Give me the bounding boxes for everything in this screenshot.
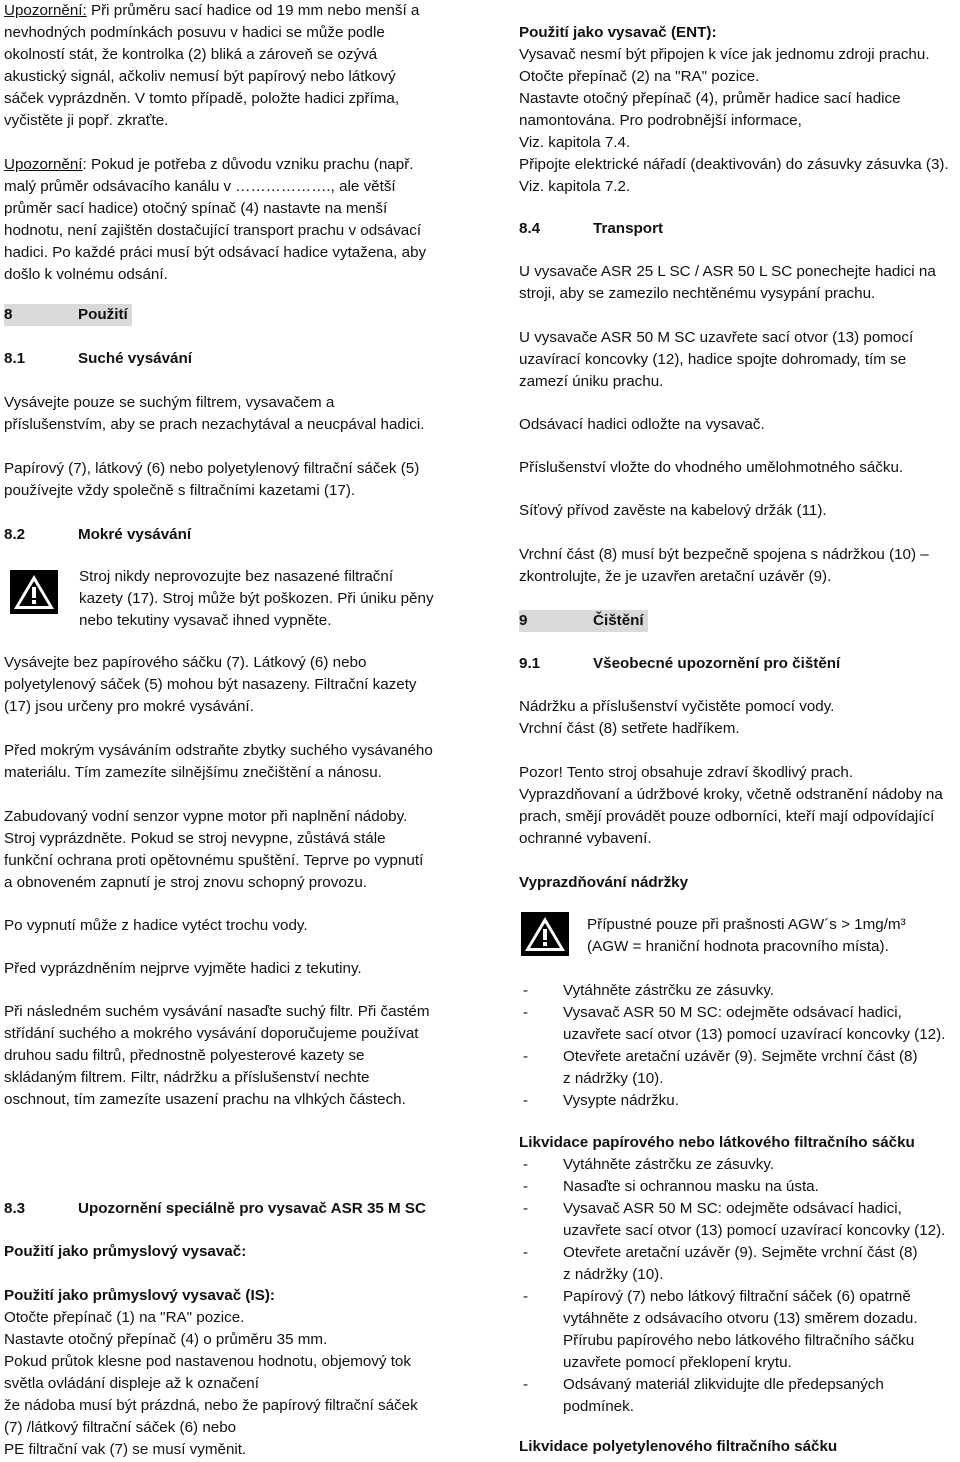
section-number: 8.3: [4, 1200, 26, 1217]
warning-label: Upozornění: [4, 156, 83, 173]
text-line: [4, 110, 442, 132]
section-title: Suché vysávání: [78, 350, 192, 367]
section-9-1-heading: [519, 653, 840, 675]
list-item: [519, 1002, 960, 1024]
section-number: 8.2: [4, 526, 26, 543]
section-title: Čištění: [593, 612, 644, 629]
text-line: Vysávejte bez papírového sáčku (7). Látkový (6) nebo: [4, 654, 367, 671]
line-text: Při průměru sací hadice od 19 mm nebo menší a: [86, 2, 420, 19]
list-item-text: Vysavač ASR 50 M SC: odejměte odsávací hadici,: [563, 1004, 902, 1021]
text-line: U vysavače ASR 50 M SC uzavřete sací otvor (13) pomocí: [519, 329, 914, 346]
text-line: [4, 264, 442, 286]
paragraph-industrial-is: [4, 1307, 442, 1461]
list-item: [519, 1396, 960, 1418]
list-item-text: podmínek.: [563, 1398, 634, 1415]
paragraph-clean-caution: [519, 762, 960, 850]
line-text: : Pokud je potřeba z důvodu vzniku prachu (např.: [82, 156, 414, 173]
text-line: Viz. kapitola 7.4.: [519, 134, 631, 151]
text-line: zkontrolujte, že je uzavřen aretační uzávěr (9).: [519, 568, 832, 585]
text-line: prach, smějí provádět pouze odborníci, kteří mají odpovídající: [519, 808, 935, 825]
industrial-is-title: Použití jako průmyslový vysavač (IS):: [4, 1287, 275, 1304]
paragraph-dry-filter: [4, 392, 442, 436]
text-line: funkční ochrana proti opětovnému spuštění. Teprve po vypnutí: [4, 852, 424, 869]
text-line: střídání suchého a mokrého vysávání doporučujeme používat: [4, 1025, 419, 1042]
text-line: [4, 22, 442, 44]
text-line: [4, 198, 442, 220]
line-text: sáček vyprázdněn. V tomto případě, položte hadici zpříma,: [4, 90, 400, 107]
text-line: Po vypnutí může z hadice vytéct trochu vody.: [4, 917, 308, 934]
list-item-text: uzavřete pomocí překlopení krytu.: [563, 1354, 792, 1371]
list-item: [519, 1176, 960, 1198]
list-item: [519, 1068, 960, 1090]
text-line: světla ovládání displeje až k označení: [4, 1375, 259, 1392]
section-number: 8: [4, 306, 13, 323]
text-line: Vysavač nesmí být připojen k více jak jednomu zdroji prachu.: [519, 46, 930, 63]
line-text: průměr sací hadice) otočný spínač (4) nastavte na menší: [4, 200, 388, 217]
line-text: malý průměr odsávacího kanálu v ………………., ale větší: [4, 178, 396, 195]
dash-bullet: -: [523, 1376, 529, 1393]
section-title: Transport: [593, 220, 664, 237]
dash-bullet: -: [523, 1004, 529, 1021]
text-line: Přípustné pouze při prašnosti AGW´s > 1mg/m³: [587, 916, 906, 933]
industrial-use-title: Použití jako průmyslový vysavač:: [4, 1243, 247, 1260]
dash-bullet: -: [523, 1156, 529, 1173]
line-text: nevhodných podmínkách posuvu v hadici se může podle: [4, 24, 385, 41]
paragraph-empty-hose: [4, 958, 442, 980]
list-item-text: Papírový (7) nebo látkový filtrační sáček (6) opatrně: [563, 1288, 911, 1305]
text-line: Stroj vyprázdněte. Pokud se stroj nevypne, zůstává stále: [4, 830, 386, 847]
text-line: Vrchní část (8) musí být bezpečně spojena s nádržkou (10) –: [519, 546, 929, 563]
paragraph-transport-accessories: [519, 457, 960, 479]
list-item-text: Vytáhněte zástrčku ze zásuvky.: [563, 1156, 775, 1173]
list-item: [519, 1352, 960, 1374]
warning-hose-diameter: [4, 0, 442, 132]
section-8-4-heading: [519, 218, 663, 240]
list-item: [519, 1330, 960, 1352]
line-text: vyčistěte ji popř. zkraťte.: [4, 112, 169, 129]
dash-bullet: -: [523, 1048, 529, 1065]
warning-agw: [587, 914, 960, 958]
text-line: polyetylenový sáček (5) mohou být nasazeny. Filtrační kazety: [4, 676, 417, 693]
list-item: [519, 1198, 960, 1220]
dash-bullet: -: [523, 1288, 529, 1305]
warning-label: Upozornění:: [4, 2, 87, 19]
text-line: (AGW = hraniční hodnota pracovního místa).: [587, 938, 889, 955]
section-8-2-heading: [4, 524, 191, 546]
paragraph-dry-after-wet: [4, 1001, 442, 1111]
text-line: [4, 66, 442, 88]
paragraph-transport-hose: [519, 261, 960, 305]
text-line: Otočte přepínač (2) na "RA" pozice.: [519, 68, 760, 85]
text-line: [4, 44, 442, 66]
text-line: Při následném suchém vysávání nasaďte suchý filtr. Při častém: [4, 1003, 430, 1020]
list-item-text: vytáhněte z odsávacího otvoru (13) směrem dozadu.: [563, 1310, 918, 1327]
text-line: PE filtrační vak (7) se musí vyměnit.: [4, 1441, 247, 1458]
line-text: akustický signál, ačkoliv nemusí být papírový nebo látkový: [4, 68, 396, 85]
warning-triangle-icon: [10, 570, 58, 614]
paragraph-transport-m-sc: [519, 327, 960, 393]
list-item-text: z nádržky (10).: [563, 1266, 664, 1283]
text-line: zamezí úniku prachu.: [519, 373, 664, 390]
text-line: stroji, aby se zamezilo nechtěnému vysypání prachu.: [519, 285, 876, 302]
list-item: [519, 1374, 960, 1396]
text-line: [4, 220, 442, 242]
text-line: uzavírací koncovky (12), hadice spojte dohromady, tím se: [519, 351, 907, 368]
paragraph-clean-water: [519, 696, 960, 740]
text-line: (7) /látkový filtrační sáček (6) nebo: [4, 1419, 237, 1436]
paragraph-wet-bags: [4, 652, 442, 718]
text-line: Připojte elektrické nářadí (deaktivován) do zásuvky zásuvka (3).: [519, 156, 949, 173]
list-item: [519, 1220, 960, 1242]
dash-bullet: -: [523, 1092, 529, 1109]
section-8-heading: [4, 304, 132, 326]
text-line: druhou sadu filtrů, přednostně polyesterové kazety se: [4, 1047, 365, 1064]
text-line: Nádržku a příslušenství vyčistěte pomocí vody.: [519, 698, 835, 715]
text-line: Vysávejte pouze se suchým filtrem, vysavačem a: [4, 394, 335, 411]
list-item-text: Otevřete aretační uzávěr (9). Sejměte vrchní část (8): [563, 1244, 918, 1261]
list-item: [519, 980, 960, 1002]
text-line: Viz. kapitola 7.2.: [519, 178, 631, 195]
text-line: Síťový přívod zavěste na kabelový držák (11).: [519, 502, 827, 519]
paragraph-water-drip: [4, 915, 442, 937]
text-line: Příslušenství vložte do vhodného umělohmotného sáčku.: [519, 459, 904, 476]
text-line: namontována. Pro podrobnější informace,: [519, 112, 802, 129]
text-line: nebo tekutiny vysavač ihned vypněte.: [79, 612, 332, 629]
section-title: Mokré vysávání: [78, 526, 192, 543]
list-item-text: uzavřete sací otvor (13) pomocí uzavírací koncovky (12).: [563, 1222, 946, 1239]
text-line: a obnoveném zapnutí je stroj znovu schopný provozu.: [4, 874, 368, 891]
ent-use-title: Použití jako vysavač (ENT):: [519, 24, 717, 41]
section-title: Upozornění speciálně pro vysavač ASR 35 M SC: [78, 1200, 427, 1217]
text-line: U vysavače ASR 25 L SC / ASR 50 L SC ponechejte hadici na: [519, 263, 936, 280]
dash-bullet: -: [523, 1244, 529, 1261]
warning-triangle-icon: [521, 912, 569, 956]
text-line: [4, 0, 442, 22]
text-line: [4, 88, 442, 110]
text-line: Před mokrým vysáváním odstraňte zbytky suchého vysávaného: [4, 742, 433, 759]
section-8-3-heading: [4, 1198, 426, 1220]
text-line: Stroj nikdy neprovozujte bez nasazené filtrační: [79, 568, 394, 585]
section-9-heading: [519, 610, 648, 632]
list-item-text: Otevřete aretační uzávěr (9). Sejměte vrchní část (8): [563, 1048, 918, 1065]
text-line: skládaným filtrem. Filtr, nádržku a příslušenství nechte: [4, 1069, 370, 1086]
section-number: 8.1: [4, 350, 26, 367]
warning-wet-filter: [79, 566, 442, 632]
section-number: 9: [519, 612, 528, 629]
section-title: Všeobecné upozornění pro čištění: [593, 655, 841, 672]
list-item: [519, 1024, 960, 1046]
list-item-text: Přírubu papírového nebo látkového filtračního sáčku: [563, 1332, 915, 1349]
list-item-text: Vysypte nádržku.: [563, 1092, 679, 1109]
text-line: ochranné vybavení.: [519, 830, 652, 847]
emptying-title: Vyprazdňování nádržky: [519, 874, 689, 891]
list-item: [519, 1154, 960, 1176]
text-line: že nádoba musí být prázdná, nebo že papírový filtrační sáček: [4, 1397, 418, 1414]
text-line: Papírový (7), látkový (6) nebo polyetylenový filtrační sáček (5): [4, 460, 420, 477]
text-line: Nastavte otočný přepínač (4) o průměru 35 mm.: [4, 1331, 328, 1348]
text-line: Nastavte otočný přepínač (4), průměr hadice sací hadice: [519, 90, 901, 107]
pe-bag-disposal-title: Likvidace polyetylenového filtračního sáčku: [519, 1438, 838, 1455]
paragraph-transport-cable: [519, 500, 960, 522]
paragraph-transport-top: [519, 544, 960, 588]
list-item-text: z nádržky (10).: [563, 1070, 664, 1087]
list-item: [519, 1286, 960, 1308]
paragraph-ent-use: [519, 44, 960, 198]
text-line: Otočte přepínač (1) na "RA" pozice.: [4, 1309, 245, 1326]
list-item-text: uzavřete sací otvor (13) pomocí uzavírací koncovky (12).: [563, 1026, 946, 1043]
text-line: Pozor! Tento stroj obsahuje zdraví škodlivý prach.: [519, 764, 854, 781]
list-item: [519, 1090, 960, 1112]
section-number: 9.1: [519, 655, 541, 672]
text-line: materiálu. Tím zamezíte silnějšímu znečištění a nánosu.: [4, 764, 382, 781]
text-line: používejte vždy společně s filtračními kazetami (17).: [4, 482, 356, 499]
text-line: Před vyprázdněním nejprve vyjměte hadici z tekutiny.: [4, 960, 362, 977]
text-line: [4, 154, 442, 176]
line-text: okolností stát, že kontrolka (2) bliká a zároveň se ozývá: [4, 46, 378, 63]
dash-bullet: -: [523, 1200, 529, 1217]
text-line: [4, 242, 442, 264]
list-item-text: Odsávaný materiál zlikvidujte dle předepsaných: [563, 1376, 884, 1393]
paragraph-wet-prep: [4, 740, 442, 784]
line-text: hadici. Po každé práci musí být odsávací hadice vytažena, aby: [4, 244, 427, 261]
section-title: Použití: [78, 306, 128, 323]
text-line: Vrchní část (8) setřete hadříkem.: [519, 720, 740, 737]
text-line: Pokud průtok klesne pod nastavenou hodnotu, objemový tok: [4, 1353, 411, 1370]
list-item-text: Vysavač ASR 50 M SC: odejměte odsávací hadici,: [563, 1200, 902, 1217]
section-number: 8.4: [519, 220, 541, 237]
emptying-steps-list: [519, 980, 960, 1112]
paper-bag-disposal-list: [519, 1154, 960, 1418]
paper-bag-disposal-title: Likvidace papírového nebo látkového filtračního sáčku: [519, 1134, 915, 1151]
text-line: (17) jsou určeny pro mokré vysávání.: [4, 698, 254, 715]
text-line: [4, 176, 442, 198]
list-item: [519, 1264, 960, 1286]
list-item: [519, 1308, 960, 1330]
text-line: příslušenstvím, aby se prach nezachytával a neucpával hadici.: [4, 416, 425, 433]
text-line: Odsávací hadici odložte na vysavač.: [519, 416, 765, 433]
dash-bullet: -: [523, 982, 529, 999]
line-text: došlo k volnému odsání.: [4, 266, 168, 283]
text-line: kazety (17). Stroj může být poškozen. Při úniku pěny: [79, 590, 434, 607]
list-item: [519, 1242, 960, 1264]
section-8-1-heading: [4, 348, 192, 370]
text-line: oschnout, tím zamezíte usazení prachu na vlhkých částech.: [4, 1091, 406, 1108]
list-item-text: Nasaďte si ochrannou masku na ústa.: [563, 1178, 819, 1195]
text-line: Zabudovaný vodní senzor vypne motor při naplnění nádoby.: [4, 808, 408, 825]
warning-rotary-switch: [4, 154, 442, 286]
list-item: [519, 1046, 960, 1068]
line-text: hodnotu, není zajištěn dostačující transport prachu v odsávací: [4, 222, 422, 239]
paragraph-transport-store-hose: [519, 414, 960, 436]
dash-bullet: -: [523, 1178, 529, 1195]
text-line: Vyprazdňovaní a údržbové kroky, včetně odstranění nádoby na: [519, 786, 943, 803]
paragraph-dry-bags: [4, 458, 442, 502]
list-item-text: Vytáhněte zástrčku ze zásuvky.: [563, 982, 775, 999]
paragraph-water-sensor: [4, 806, 442, 894]
